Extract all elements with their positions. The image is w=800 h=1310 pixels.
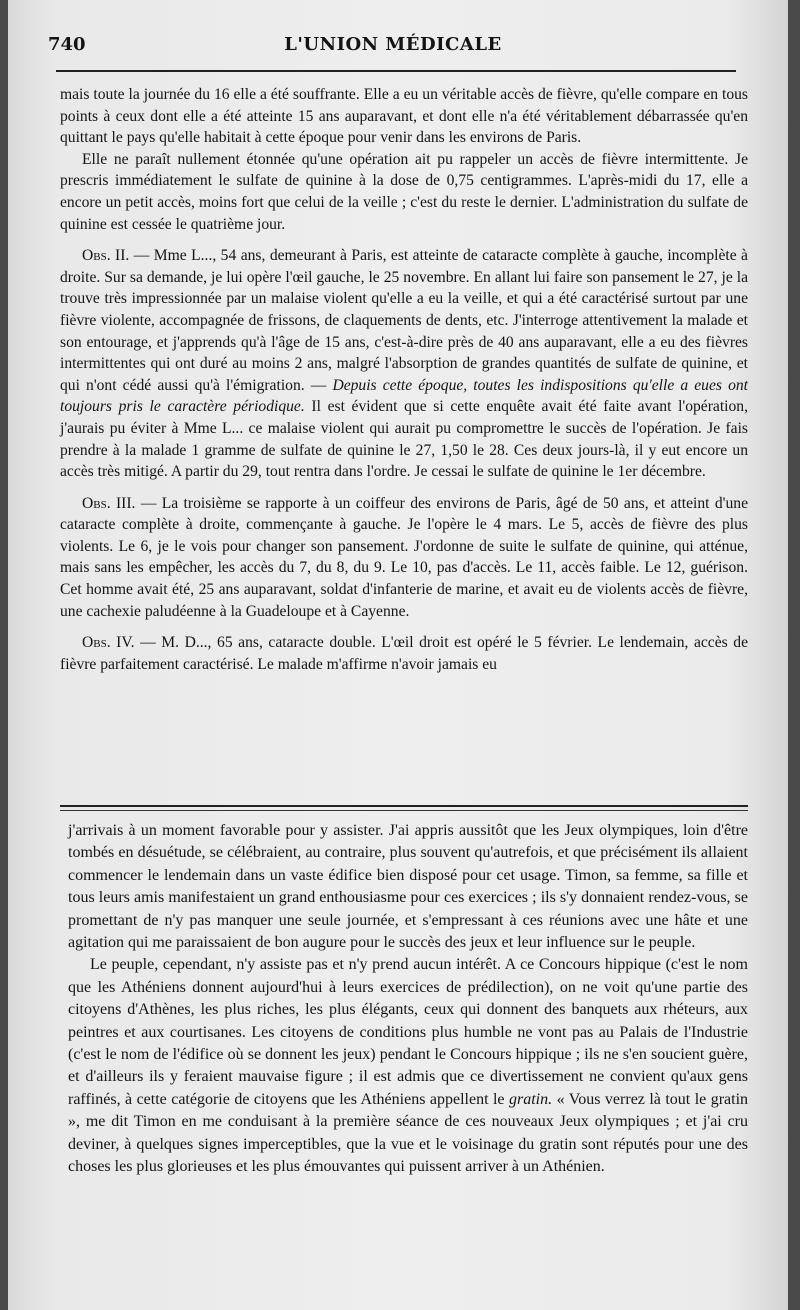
obs-label: Obs. III. (82, 494, 136, 512)
feuilleton-section (68, 820, 748, 1179)
observation-2: Obs. II. — Mme L..., 54 ans, demeurant à Paris, est atteinte de cataracte complète à gauche, incomplète à droite. Sur sa demande, je lui opère l'œil gauche, le 25 novembre. En allant lui faire son pansement le 27, je la trouve très impressionnée par un malaise violent qu'elle a eu la veille, et qui a été caractérisé surtout par une fièvre violente, accompagnée de frissons, de claquements de dents, etc. J'interroge attentivement la malade et son entourage, et j'apprends qu'à l'âge de 15 ans, c'est-à-dire près de 40 ans auparavant, elle a eu des fièvres intermittentes qui ont duré au moins 2 ans, malgré l'absorption de grandes quantités de sulfate de quinine, et qui n'ont cédé aussi qu'à l'émigration. — Depuis cette époque, toutes les indispositions qu'elle a eues ont toujours pris le caractère périodique. Il est évident que si cette enquête avait été faite avant l'opération, j'aurais pu éviter à Mme L... ce malaise violent qui aurait pu compromettre le succès de l'opération. Je fais prendre à la malade 1 gramme de sulfate de quinine le 27, 1,50 le 28. Ces deux jours-là, il y eut encore un accès très mitigé. A partir du 29, tout rentra dans l'ordre. Je cessai le sulfate de quinine le 1er décembre. (60, 247, 749, 481)
observation-4: Obs. IV. — M. D..., 65 ans, cataracte double. L'œil droit est opéré le 5 février. Le lendemain, accès de fièvre parfaitement caractérisé. Le malade m'affirme n'avoir jamais eu (60, 634, 749, 673)
journal-title: L'UNION MÉDICALE (284, 34, 502, 55)
paragraph: Elle ne paraît nullement étonnée qu'une opération ait pu rappeler un accès de fièvre intermittente. Je prescris immédiatement le sulfate de quinine à la dose de 0,75 centigrammes. L'après-midi du 17, elle a encore un petit accès, moins fort que celui de la veille ; c'est du reste le dernier. L'administration du sulfate de quinine est cessée le quatrième jour. (60, 150, 748, 233)
running-header (48, 34, 738, 60)
italic-text: gratin. (509, 1090, 553, 1108)
header-rule (56, 70, 736, 72)
document-page (8, 0, 788, 1310)
obs-label: Obs. IV. (82, 634, 135, 652)
paragraph: Le peuple, cependant, n'y assiste pas et n'y prend aucun intérêt. A ce Concours hippique (c'est le nom que les Athéniens donnent aujourd'hui à leurs exercices de prédilection), on ne voit qu'une partie des citoyens d'Athènes, les plus riches, les plus élégants, ceux qui donnent des banquets aux rhéteurs, aux peintres et aux courtisanes. Les citoyens de conditions plus humble ne vont pas au Palais de l'Industrie (c'est le nom de l'édifice où se donnent les jeux) pendant le Concours hippique ; ils ne s'en soucient guère, et d'ailleurs ils y feraient mauvaise figure ; il est admis que ce divertissement ne convient qu'aux gens raffinés, à cette catégorie de citoyens que les Athéniens appellent le gratin. « Vous verrez là tout le gratin », me dit Timon en me conduisant à la première séance de ces nouveaux Jeux olympiques ; et j'ai cru deviner, à quelques signes imperceptibles, que la vue et le voisinage du gratin sont réputés pour une des choses les plus glorieuses et les plus émouvantes qui puissent arriver à un Athénien. (68, 956, 749, 1176)
obs-label: Obs. II. (82, 247, 130, 265)
article-section (60, 84, 748, 675)
page-number: 740 (48, 34, 86, 55)
paragraph: j'arrivais à un moment favorable pour y assister. J'ai appris aussitôt que les Jeux olympiques, loin d'être tombés en désuétude, se célébraient, au contraire, plus souvent qu'autrefois, et que précisément ils allaient commencer le lendemain dans un vaste édifice bien disposé pour cet usage. Timon, sa femme, sa fille et tous leurs amis manifestaient un grand enthousiasme pour ces exercices ; ils s'y donnaient rendez-vous, se promettant de n'y pas manquer une seule journée, et s'empressant à ces réunions avec une hâte et une agitation qui me paraissaient de bon augure pour le succès des jeux et leur influence sur le peuple. (68, 822, 748, 952)
paragraph: mais toute la journée du 16 elle a été souffrante. Elle a eu un véritable accès de fièvre, qu'elle compare en tous points à ceux dont elle a été atteinte 15 ans auparavant, et dont elle n'a été véritablement débarrassée qu'en quittant le pays qu'elle habitait à cette époque pour venir dans les environs de Paris. (60, 86, 748, 147)
italic-text: Depuis cette époque, toutes les indispositions qu'elle a eues ont toujours pris le caractère périodique. (60, 376, 748, 416)
feuilleton-rule-thin (60, 810, 748, 811)
observation-3: Obs. III. — La troisième se rapporte à un coiffeur des environs de Paris, âgé de 50 ans, et atteint d'une cataracte complète à droite, commençante à gauche. Je l'opère le 4 mars. Le 5, accès de fièvre des plus violents. Le 6, je le vois pour changer son pansement. J'ordonne de suite le sulfate de quinine, qui atténue, mais sans les empêcher, les accès du 7, du 8, du 9. Le 10, pas d'accès. Le 11, accès faible. Le 12, guérison. Cet homme avait été, 25 ans auparavant, soldat d'infanterie de marine, et avait eu de violents accès de fièvre, une cachexie paludéenne à la Guadeloupe et à Cayenne. (60, 494, 748, 620)
feuilleton-rule (60, 805, 748, 807)
